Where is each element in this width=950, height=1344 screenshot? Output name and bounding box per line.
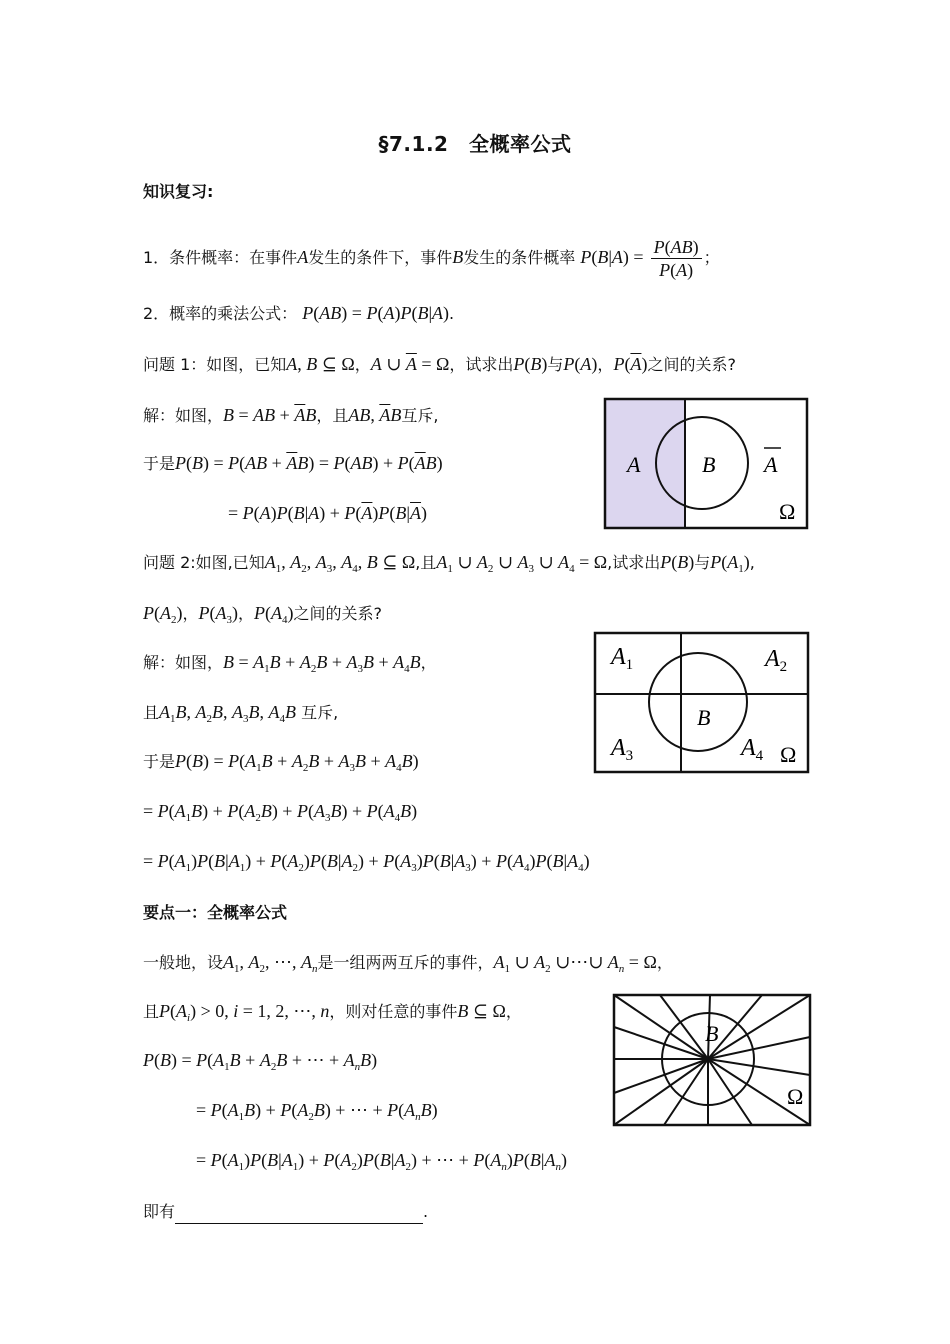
question-1-derivation-2: = $P(A)P(B|A) + P(\overline{A})P(B|\overline{A})$ [228, 503, 428, 523]
partition-ray [708, 995, 810, 1059]
venn-diagram-2 [593, 631, 810, 774]
label-b: B [702, 452, 716, 477]
label-a4: $A_4$ [741, 735, 764, 764]
label-a3: $A_3$ [611, 735, 634, 764]
review-item-2: 2．概率的乘法公式： P(AB) = P(A)P(B|A). [143, 303, 455, 323]
page-title: §7.1.2 全概率公式 [378, 132, 572, 156]
question-2-solution: 解：如图，$B = A_1B + A_2B + A_3B + A_4B$， [143, 652, 437, 675]
partition-ray [664, 1059, 708, 1125]
review-heading: 知识复习: [143, 182, 214, 201]
partition-ray [614, 1027, 708, 1059]
partition-ray [660, 995, 708, 1059]
question-1-prompt: 问题 1：如图，已知A, B ⊆ Ω，A ∪ $\overline{A} = \Omega$，试求出P(B)与P(A)，$P(\overline{A})$之间的关系? [143, 354, 736, 374]
review-item-1: 1．条件概率：在事件A发生的条件下，事件B发生的条件概率 P(B|A) = $\frac{P(AB)}{P(A)}$ ； [143, 237, 720, 280]
question-2-prompt: 问题 2:如图,已知$A_1$, $A_2$, $A_3$, $A_4$, B ⊆ Ω,且$A_1$ ∪ $A_2$ ∪ $A_3$ ∪ $A_4 = \Omega$,试求出P(B)与$P(A_1)$, [143, 552, 755, 575]
question-2-derivation-1: 于是$P(B) = P(A_1B + A_2B + A_3B + A_4B)$ [143, 751, 419, 774]
question-1-solution: 解：如图，B = AB + $\overline{A}B$，且AB, $\overline{A}B$互斥, [143, 405, 439, 425]
key-point-formula-1: $P(B) = P(A_1B + A_2B$ + ⋯ + $A_nB$) [143, 1050, 378, 1073]
label-abar: A [764, 452, 778, 477]
label-a2: $A_2$ [765, 646, 788, 675]
question-2-prompt-cont: $P(A_2)$，$P(A_3)$，$P(A_4)$之间的关系? [143, 603, 383, 626]
venn-diagram-1 [603, 397, 809, 530]
partition-ray [614, 995, 708, 1059]
label-a: A [627, 452, 641, 477]
label-omega: Ω [780, 742, 797, 767]
key-point-formula-3: = $P(A_1)P(B|A_1) + P(A_2)P(B|A_2)$ + ⋯ + $P(A_n)P(B|A_n)$ [196, 1150, 567, 1173]
answer-blank[interactable] [175, 1205, 423, 1224]
label-omega: Ω [779, 499, 796, 524]
partition-ray [708, 1059, 752, 1125]
question-2-derivation-2: = $P(A_1B) + P(A_2B) + P(A_3B) + P(A_4B)$ [143, 801, 418, 824]
region-a-shaded [605, 399, 685, 528]
label-omega: Ω [787, 1084, 804, 1109]
key-point-heading: 要点一：全概率公式 [143, 903, 288, 922]
question-2-derivation-3: = $P(A_1)P(B|A_1) + P(A_2)P(B|A_2) + P(A_3)P(B|A_3) + P(A_4)P(B|A_4)$ [143, 851, 590, 874]
key-point-formula-2: = $P(A_1B) + P(A_2B)$ + ⋯ + $P(A_nB)$ [196, 1100, 438, 1123]
event-b-circle [649, 653, 747, 751]
partition-ray [614, 1059, 708, 1125]
question-2-mutex: 且$A_1B$, $A_2B$, $A_3B$, $A_4B$ 互斥, [143, 702, 339, 725]
question-1-derivation-1: 于是$P(B) = P(AB + \overline{A}B) = P(AB) + P(\overline{A}B)$ [143, 453, 443, 473]
label-a1: $A_1$ [611, 644, 634, 673]
key-point-line-2: 且$P(A_i) > 0$, i = 1, 2, ⋯, n，则对任意的事件B ⊆ Ω， [143, 1001, 522, 1024]
partition-ray [708, 1059, 810, 1075]
label-b: B [705, 1021, 719, 1046]
partition-diagram [612, 993, 812, 1127]
label-b: B [697, 705, 711, 730]
final-fill-in: 即有 . [143, 1200, 428, 1224]
partition-ray [614, 1059, 708, 1093]
key-point-line-1: 一般地，设$A_1$, $A_2$, ⋯, $A_n$是一组两两互斥的事件，$A_1$ ∪ $A_2$ ∪⋯∪ $A_n = \Omega$， [143, 952, 673, 975]
